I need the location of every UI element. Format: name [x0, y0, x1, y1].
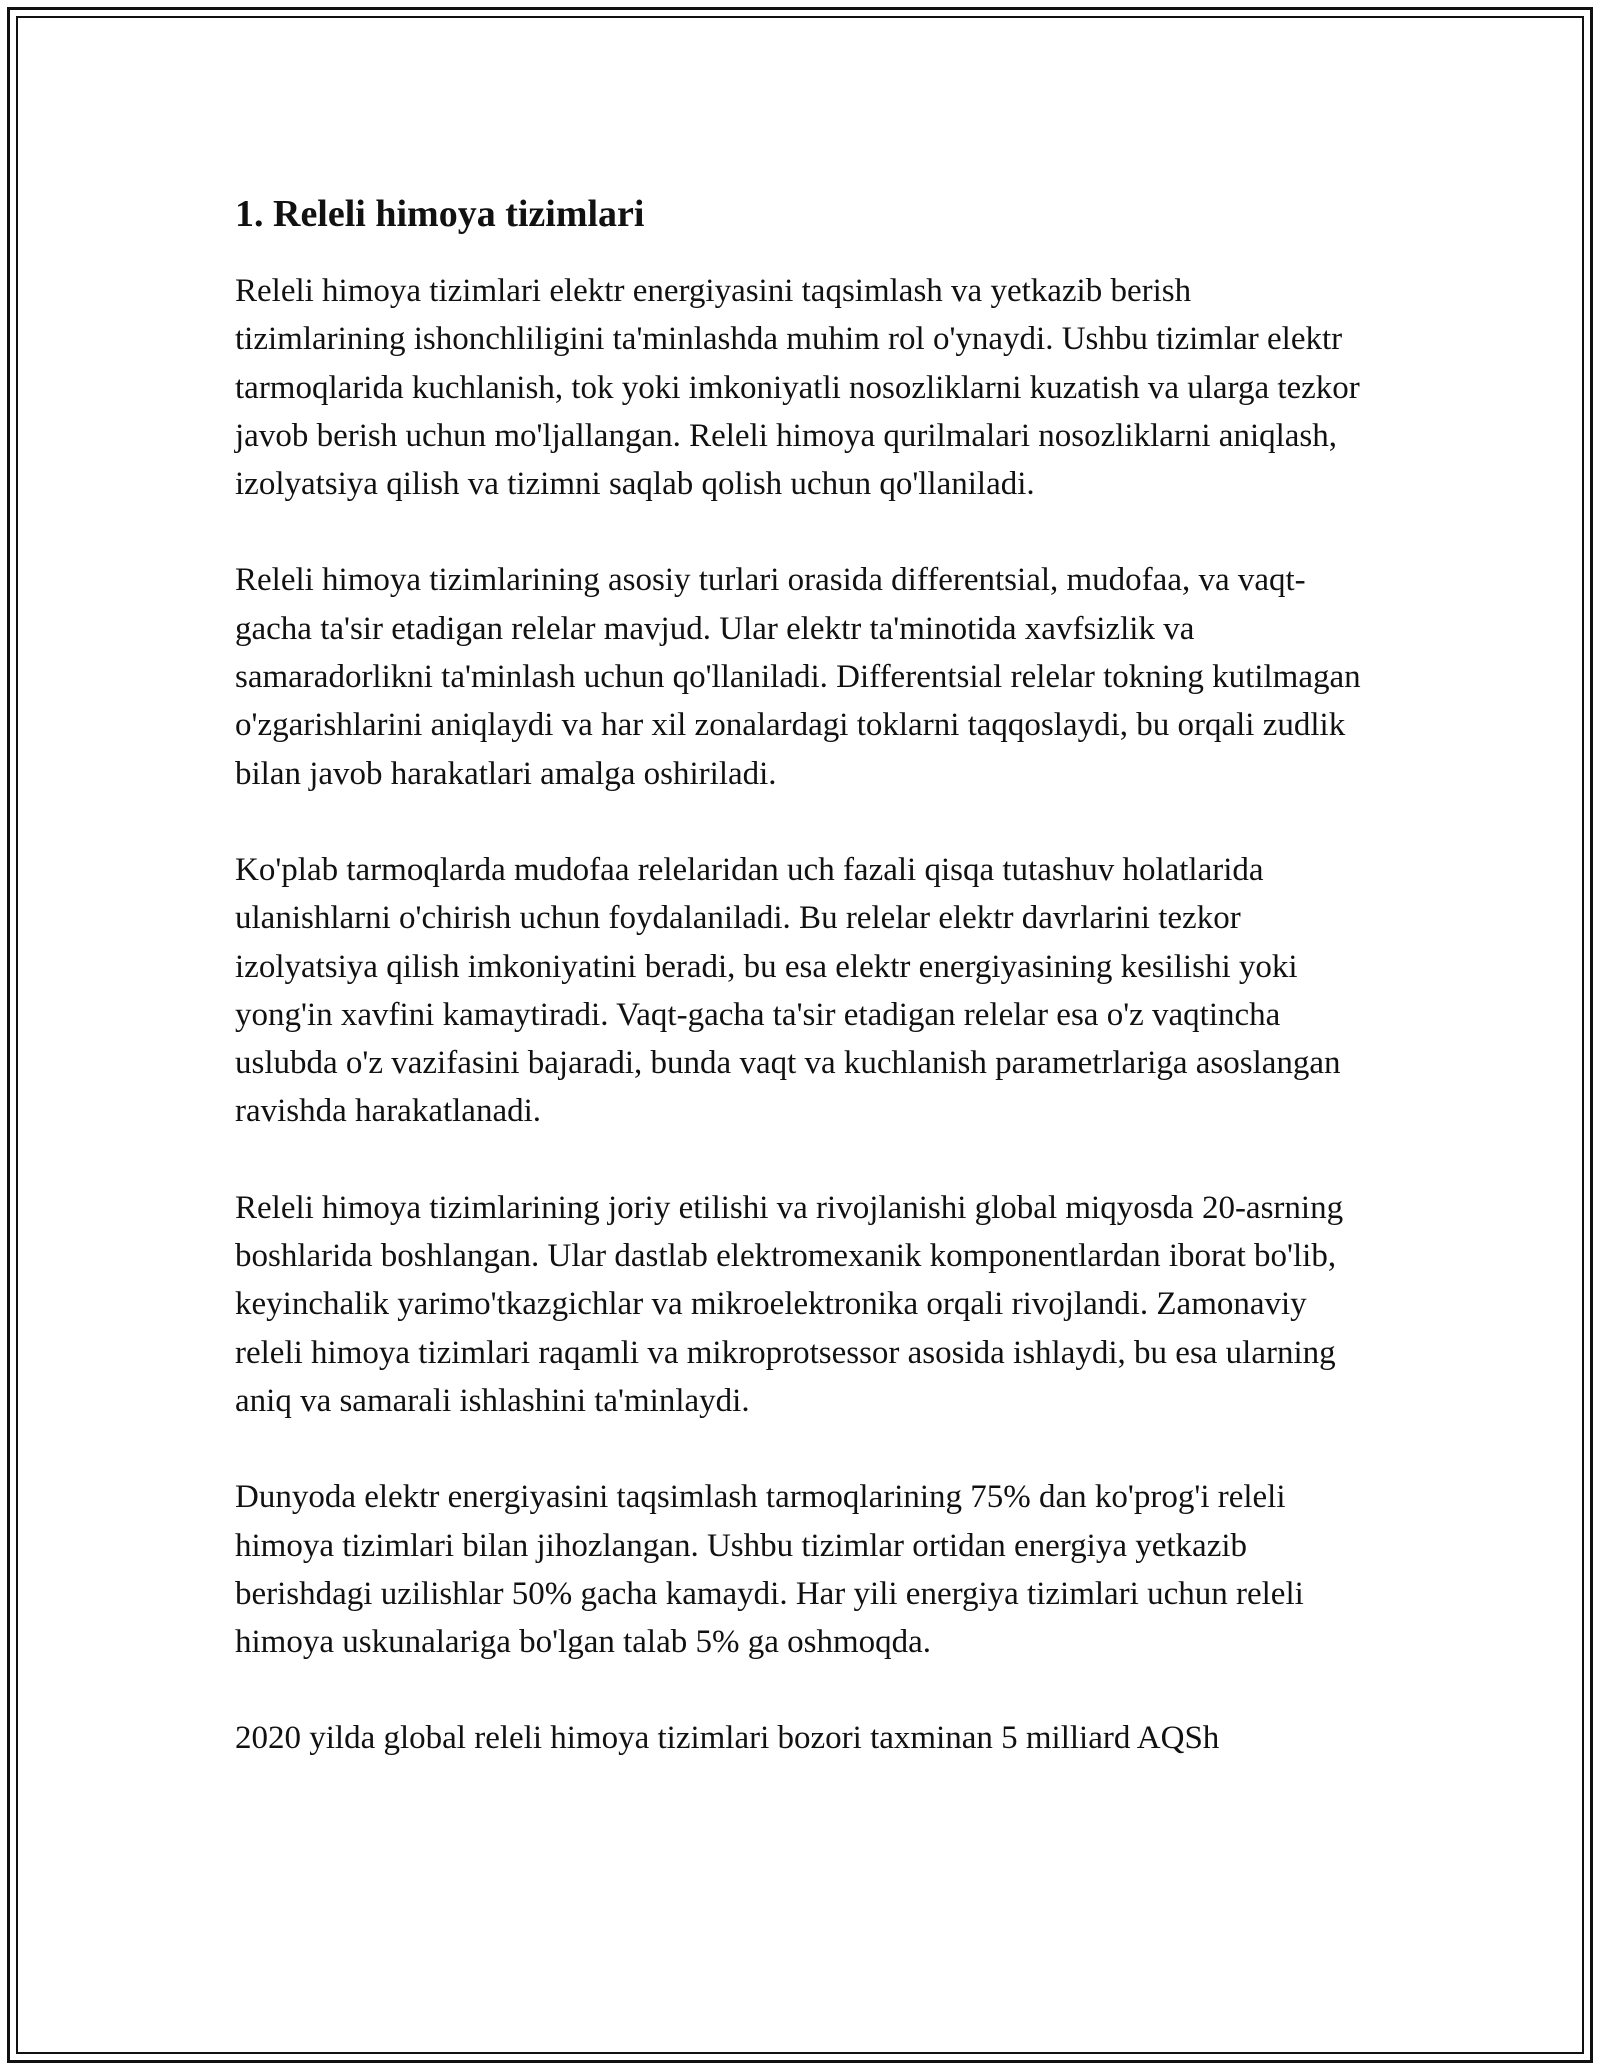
paragraph-1: Releli himoya tizimlari elektr energiyasini taqsimlash va yetkazib berish tizimlarining ishonchliligini ta'minlashda muhim rol o'ynaydi. Ushbu tizimlar elektr tarmoqlarida kuchlanish, tok yoki imkoniyatli nosozliklarni kuzatish va ularga tezkor javob berish uchun mo'ljallangan. Releli himoya qurilmalari nosozliklarni aniqlash, izolyatsiya qilish va tizimni saqlab qolish uchun qo'llaniladi.	[235, 273, 1360, 503]
section-heading: 1. Releli himoya tizimlari	[235, 193, 645, 235]
paragraph-5: Dunyoda elektr energiyasini taqsimlash tarmoqlarining 75% dan ko'prog'i releli himoya tizimlari bilan jihozlangan. Ushbu tizimlar ortidan energiya yetkazib berishdagi uzilishlar 50% gacha kamaydi. Har yili energiya tizimlari uchun releli himoya uskunalariga bo'lgan talab 5% ga oshmoqda.	[235, 1479, 1304, 1661]
document-body	[235, 188, 1365, 1811]
paragraph-2: Releli himoya tizimlarining asosiy turlari orasida differentsial, mudofaa, va vaqt-gacha ta'sir etadigan relelar mavjud. Ular elektr ta'minotida xavfsizlik va samaradorlikni ta'minlash uchun qo'llaniladi. Differentsial relelar tokning kutilmagan o'zgarishlarini aniqlaydi va har xil zonalardagi toklarni taqqoslaydi, bu orqali zudlik bilan javob harakatlari amalga oshiriladi.	[235, 562, 1361, 792]
paragraph-6: 2020 yilda global releli himoya tizimlari bozori taxminan 5 milliard AQSh	[235, 1720, 1220, 1757]
paragraph-3: Ko'plab tarmoqlarda mudofaa relelaridan uch fazali qisqa tutashuv holatlarida ulanishlarni o'chirish uchun foydalaniladi. Bu relelar elektr davrlarini tezkor izolyatsiya qilish imkoniyatini beradi, bu esa elektr energiyasining kesilishi yoki yong'in xavfini kamaytiradi. Vaqt-gacha ta'sir etadigan relelar esa o'z vaqtincha uslubda o'z vazifasini bajaradi, bunda vaqt va kuchlanish parametrlariga asoslangan ravishda harakatlanadi.	[235, 851, 1341, 1130]
paragraph-4: Releli himoya tizimlarining joriy etilishi va rivojlanishi global miqyosda 20-asrning boshlarida boshlangan. Ular dastlab elektromexanik komponentlardan iborat bo'lib, keyinchalik yarimo'tkazgichlar va mikroelektronika orqali rivojlandi. Zamonaviy releli himoya tizimlari raqamli va mikroprotsessor asosida ishlaydi, bu esa ularning aniq va samarali ishlashini ta'minlaydi.	[235, 1189, 1344, 1419]
